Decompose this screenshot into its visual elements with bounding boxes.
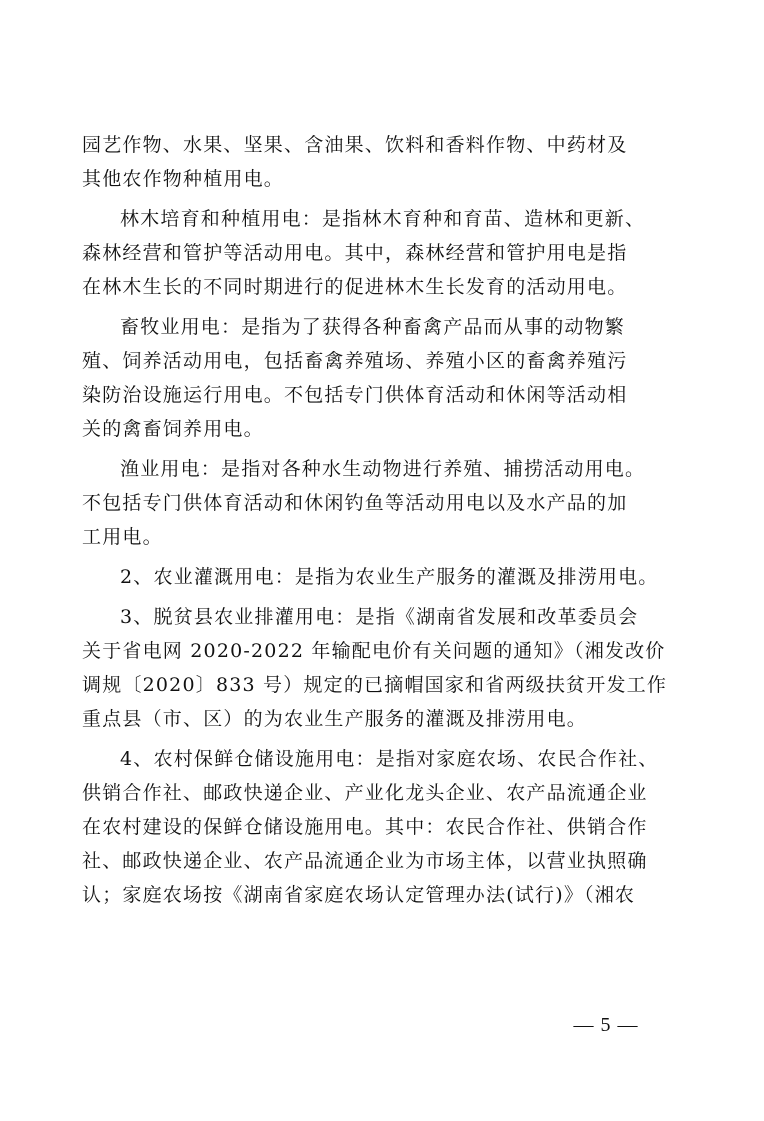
text-line: 其他农作物种植用电。 [82, 168, 285, 190]
paragraph-3 [82, 310, 682, 446]
text-line: 染防治设施运行用电。不包括专门供体育活动和休闲等活动相 [82, 384, 628, 406]
paragraph-7 [82, 742, 682, 912]
text-line: 工用电。 [82, 526, 163, 548]
page-number: — 5 — [573, 1014, 639, 1036]
text-line: 重点县（市、区）的为农业生产服务的灌溉及排涝用电。 [82, 708, 588, 730]
paragraph-1 [82, 128, 682, 196]
text-line: 畜牧业用电：是指为了获得各种畜禽产品而从事的动物繁 [120, 316, 626, 338]
text-line: 渔业用电：是指对各种水生动物进行养殖、捕捞活动用电。 [120, 458, 646, 480]
text-line: 园艺作物、水果、坚果、含油果、饮料和香料作物、中药材及 [82, 134, 628, 156]
text-line: 不包括专门供体育活动和休闲钓鱼等活动用电以及水产品的加 [82, 492, 628, 514]
text-line: 在农村建设的保鲜仓储设施用电。其中：农民合作社、供销合作 [82, 816, 648, 838]
text-line: 在林木生长的不同时期进行的促进林木生长发育的活动用电。 [82, 276, 628, 298]
text-line: 4、农村保鲜仓储设施用电：是指对家庭农场、农民合作社、 [120, 748, 659, 770]
text-line: 林木培育和种植用电：是指林木育种和育苗、造林和更新、 [120, 208, 646, 230]
text-line: 认；家庭农场按《湖南省家庭农场认定管理办法(试行)》（湘农 [82, 884, 636, 906]
paragraph-5 [82, 560, 682, 594]
text-line: 森林经营和管护等活动用电。其中，森林经营和管护用电是指 [82, 242, 628, 264]
text-line: 3、脱贫县农业排灌用电：是指《湖南省发展和改革委员会 [120, 606, 639, 628]
text-line: 供销合作社、邮政快递企业、产业化龙头企业、农产品流通企业 [82, 782, 648, 804]
body-text [82, 128, 682, 912]
text-line: 关的禽畜饲养用电。 [82, 418, 264, 440]
text-line: 社、邮政快递企业、农产品流通企业为市场主体，以营业执照确 [82, 850, 648, 872]
paragraph-2 [82, 202, 682, 304]
paragraph-4 [82, 452, 682, 554]
paragraph-6 [82, 600, 682, 736]
text-line: 殖、饲养活动用电，包括畜禽养殖场、养殖小区的畜禽养殖污 [82, 350, 628, 372]
text-line: 调规〔2020〕833 号）规定的已摘帽国家和省两级扶贫开发工作 [82, 674, 668, 696]
text-line: 2、农业灌溉用电：是指为农业生产服务的灌溉及排涝用电。 [120, 566, 659, 588]
text-line: 关于省电网 2020-2022 年输配电价有关问题的通知》（湘发改价 [82, 640, 666, 662]
